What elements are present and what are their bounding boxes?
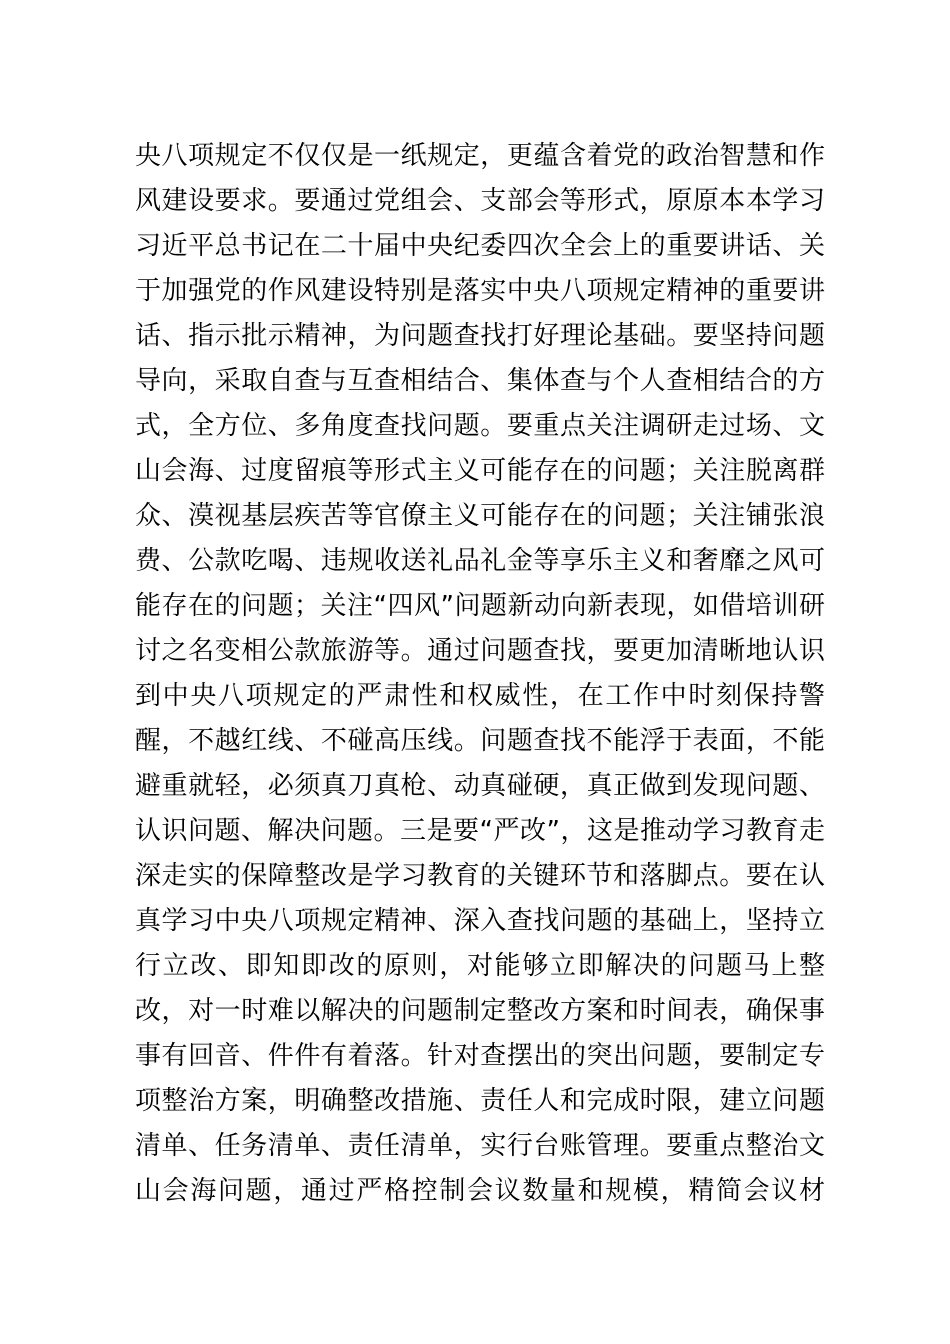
text-line: 真学习中央八项规定精神、深入查找问题的基础上，坚持立 xyxy=(135,906,825,936)
text-line: 式，全方位、多角度查找问题。要重点关注调研走过场、文 xyxy=(135,411,825,441)
text-line: 讨之名变相公款旅游等。通过问题查找，要更加清晰地认识 xyxy=(135,636,825,666)
text-line: 风建设要求。要通过党组会、支部会等形式，原原本本学习 xyxy=(135,186,825,216)
text-line: 醒，不越红线、不碰高压线。问题查找不能浮于表面，不能 xyxy=(135,726,825,756)
text-line: 山会海、过度留痕等形式主义可能存在的问题；关注脱离群 xyxy=(135,456,825,486)
text-line: 导向，采取自查与互查相结合、集体查与个人查相结合的方 xyxy=(135,366,825,396)
text-line: 改，对一时难以解决的问题制定整改方案和时间表，确保事 xyxy=(135,996,825,1026)
text-line: 认识问题、解决问题。三是要“严改”，这是推动学习教育走 xyxy=(135,816,825,846)
text-line: 话、指示批示精神，为问题查找打好理论基础。要坚持问题 xyxy=(135,321,825,351)
text-line: 项整治方案，明确整改措施、责任人和完成时限，建立问题 xyxy=(135,1086,825,1116)
text-line: 习近平总书记在二十届中央纪委四次全会上的重要讲话、关 xyxy=(135,231,825,261)
text-line: 能存在的问题；关注“四风”问题新动向新表现，如借培训研 xyxy=(135,591,825,621)
text-line: 避重就轻，必须真刀真枪、动真碰硬，真正做到发现问题、 xyxy=(135,771,825,801)
text-line: 到中央八项规定的严肃性和权威性，在工作中时刻保持警 xyxy=(135,681,825,711)
text-line: 深走实的保障整改是学习教育的关键环节和落脚点。要在认 xyxy=(135,861,825,891)
text-line: 山会海问题，通过严格控制会议数量和规模，精简会议材 xyxy=(135,1176,825,1206)
text-line: 于加强党的作风建设特别是落实中央八项规定精神的重要讲 xyxy=(135,276,825,306)
text-line: 行立改、即知即改的原则，对能够立即解决的问题马上整 xyxy=(135,951,825,981)
text-line: 央八项规定不仅仅是一纸规定，更蕴含着党的政治智慧和作 xyxy=(135,141,825,171)
body-text xyxy=(135,134,825,1214)
text-line: 事有回音、件件有着落。针对查摆出的突出问题，要制定专 xyxy=(135,1041,825,1071)
text-line: 费、公款吃喝、违规收送礼品礼金等享乐主义和奢靡之风可 xyxy=(135,546,825,576)
text-line: 清单、任务清单、责任清单，实行台账管理。要重点整治文 xyxy=(135,1131,825,1161)
text-line: 众、漠视基层疾苦等官僚主义可能存在的问题；关注铺张浪 xyxy=(135,501,825,531)
